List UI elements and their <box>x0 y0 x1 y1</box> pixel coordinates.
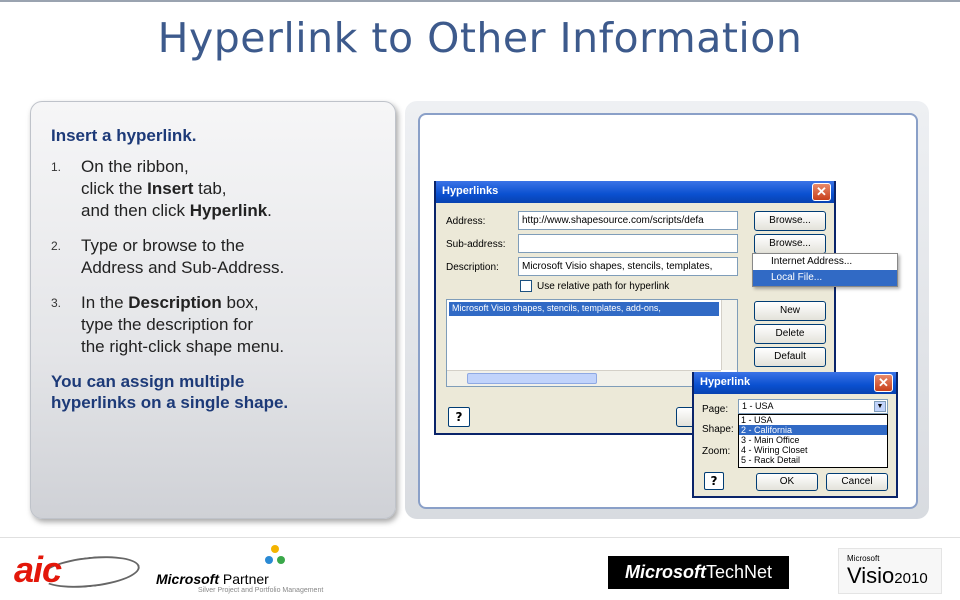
shape-label: Shape: <box>702 424 734 435</box>
step-line <box>81 292 284 314</box>
vertical-scrollbar[interactable] <box>721 300 737 370</box>
partner-subtitle: Silver Project and Portfolio Management <box>198 587 324 594</box>
page-option[interactable]: 4 - Wiring Closet <box>741 445 808 455</box>
aic-logo-text: aic <box>14 549 62 590</box>
hyperlinks-dialog-titlebar <box>436 181 834 203</box>
visio-year: 2010 <box>894 570 928 587</box>
description-field[interactable]: Microsoft Visio shapes, stencils, templates, <box>518 257 738 276</box>
menu-item-internet-address[interactable]: Internet Address... <box>771 256 853 267</box>
step-line: type the description for <box>81 315 253 334</box>
bold-run: Hyperlink <box>189 201 268 220</box>
microsoft-partner-logo <box>152 541 362 597</box>
step-text <box>81 235 284 279</box>
top-divider <box>0 0 960 2</box>
dialog-title: Hyperlinks <box>442 185 499 197</box>
step-1 <box>51 156 377 222</box>
hyperlink-dialog <box>692 372 898 498</box>
browse-menu <box>752 253 898 287</box>
text-run: box, <box>221 293 259 312</box>
new-button[interactable]: New <box>754 301 826 321</box>
page-option[interactable]: 1 - USA <box>741 415 773 425</box>
list-item[interactable]: Microsoft Visio shapes, stencils, templates, add-ons, <box>449 302 719 316</box>
browse-address-button[interactable]: Browse... <box>754 211 826 231</box>
step-number: 1. <box>51 160 62 174</box>
visio-brand: Microsoft <box>847 554 880 563</box>
subaddress-label: Sub-address: <box>446 239 506 250</box>
page-option[interactable]: 5 - Rack Detail <box>741 455 801 465</box>
aic-logo <box>10 543 143 595</box>
slide-title: Hyperlink to Other Information <box>157 14 803 62</box>
close-icon[interactable]: ✕ <box>874 374 893 392</box>
technet-brand: Microsoft <box>624 562 706 582</box>
step-line <box>81 178 272 200</box>
note <box>51 371 377 413</box>
step-number: 2. <box>51 239 62 253</box>
horizontal-scrollbar[interactable] <box>447 370 721 386</box>
step-line: the right-click shape menu. <box>81 337 285 356</box>
text-run: tab, <box>193 179 227 198</box>
step-text <box>81 292 284 358</box>
note-line: hyperlinks on a single shape. <box>51 393 289 412</box>
partner-word: Partner <box>222 571 269 587</box>
relative-path-checkbox[interactable] <box>520 280 532 292</box>
step-line: On the ribbon, <box>81 157 189 176</box>
partner-icon <box>262 543 288 569</box>
step-2 <box>51 235 377 279</box>
text-run: . <box>267 201 272 220</box>
help-icon[interactable]: ? <box>704 472 724 490</box>
delete-button[interactable]: Delete <box>754 324 826 344</box>
steps-list <box>51 156 377 358</box>
description-label: Description: <box>446 262 499 273</box>
menu-item-local-file[interactable]: Local File... <box>753 270 897 286</box>
help-icon[interactable]: ? <box>448 407 470 427</box>
page-option[interactable]: 3 - Main Office <box>741 435 800 445</box>
page-option[interactable]: 2 - California <box>739 425 887 435</box>
text-run: and then click <box>81 201 190 220</box>
footer-bar <box>0 537 960 600</box>
step-number: 3. <box>51 296 62 310</box>
scroll-thumb[interactable] <box>467 373 597 384</box>
instructions-heading: Insert a hyperlink. <box>51 126 197 145</box>
step-line <box>81 200 272 222</box>
text-run: click the <box>81 179 148 198</box>
address-label: Address: <box>446 216 486 227</box>
relative-path-label: Use relative path for hyperlink <box>537 281 670 292</box>
note-line: You can assign multiple <box>51 372 245 391</box>
visio-name: Visio <box>847 563 895 588</box>
ok-button[interactable]: OK <box>756 473 818 491</box>
text-run: In the <box>81 293 129 312</box>
partner-brand: Microsoft <box>156 571 219 587</box>
subaddress-field[interactable] <box>518 234 738 253</box>
browse-subaddress-button[interactable]: Browse... <box>754 234 826 254</box>
page-label: Page: <box>702 404 729 415</box>
address-field[interactable]: http://www.shapesource.com/scripts/defa <box>518 211 738 230</box>
default-button[interactable]: Default <box>754 347 826 367</box>
chevron-down-icon[interactable]: ▼ <box>874 401 886 412</box>
step-line: Type or browse to the <box>81 236 245 255</box>
close-icon[interactable]: ✕ <box>812 183 831 201</box>
technet-logo <box>608 556 789 589</box>
instructions-panel <box>30 101 396 519</box>
step-line: Address and Sub-Address. <box>81 258 285 277</box>
step-3 <box>51 292 377 358</box>
page-dropdown-list[interactable] <box>738 414 888 468</box>
visio-wordmark <box>847 563 928 589</box>
page-select-value: 1 - USA <box>742 401 774 411</box>
cancel-button[interactable]: Cancel <box>826 473 888 491</box>
step-text <box>81 156 272 222</box>
page-select[interactable] <box>738 399 888 414</box>
bold-run: Description <box>128 293 222 312</box>
zoom-label: Zoom: <box>702 446 731 457</box>
bold-run: Insert <box>147 179 194 198</box>
partner-wordmark <box>156 571 269 587</box>
hyperlink-dialog-titlebar <box>694 372 896 394</box>
dialog-title: Hyperlink <box>700 376 751 388</box>
technet-word: TechNet <box>705 562 773 582</box>
visio-logo <box>838 548 942 594</box>
